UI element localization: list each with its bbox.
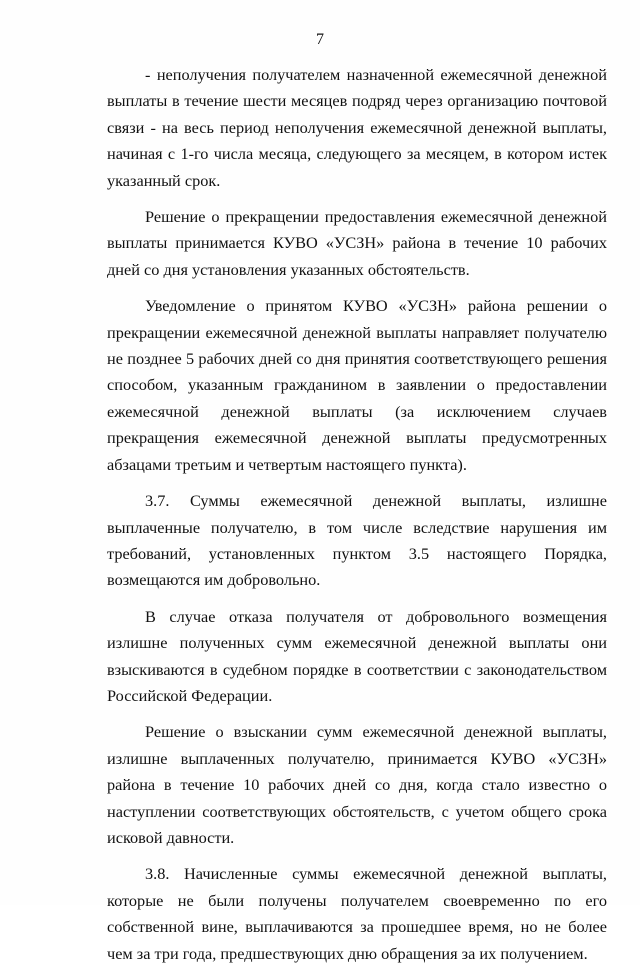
page-number: 7 — [316, 31, 324, 48]
paragraph-termination-notice: Уведомление о принятом КУВО «УСЗН» района решении о прекращении ежемесячной денежной выплаты направляет получателю не позднее 5 рабочих дней со дня принятия соответствующего решения способом, указанным гражданином в заявлении о предоставлении ежемесячной денежной выплаты (за исключением случаев прекращения ежемесячной денежной выплаты предусмотренных абзацами третьим и четвертым настоящего пункта). — [107, 296, 607, 474]
paragraph-3-7-overpayment-refund: 3.7. Суммы ежемесячной денежной выплаты, излишне выплаченные получателю, в том числе вследствие нарушения им требований, установленных пунктом 3.5 настоящего Порядка, возмещаются им добровольно. — [107, 491, 607, 590]
paragraph-nonreceipt-condition: - неполучения получателем назначенной ежемесячной денежной выплаты в течение шести месяцев подряд через организацию почтовой связи - на весь период неполучения ежемесячной денежной выплаты, начиная с 1-го числа месяца, следующего за месяцем, в котором истек указанный срок. — [107, 65, 607, 190]
document-body — [107, 62, 607, 967]
paragraph-recovery-decision: Решение о взыскании сумм ежемесячной денежной выплаты, излишне выплаченных получателю, принимается КУВО «УСЗН» района в течение 10 рабочих дней со дня, когда стало известно о наступлении соответствующих обстоятельств, с учетом общего срока исковой давности. — [107, 722, 607, 847]
paragraph-3-8-unreceived-payments: 3.8. Начисленные суммы ежемесячной денежной выплаты, которые не были получены получателем своевременно по его собственной вине, выплачиваются за прошедшее время, но не более чем за три года, предшествующих дню обращения за их получением. — [107, 864, 607, 963]
paragraph-termination-decision: Решение о прекращении предоставления ежемесячной денежной выплаты принимается КУВО «УСЗН» района в течение 10 рабочих дней со дня установления указанных обстоятельств. — [107, 207, 607, 279]
paragraph-court-recovery: В случае отказа получателя от добровольного возмещения излишне полученных сумм ежемесячной денежной выплаты они взыскиваются в судебном порядке в соответствии с законодательством Российской Федерации. — [107, 606, 607, 705]
